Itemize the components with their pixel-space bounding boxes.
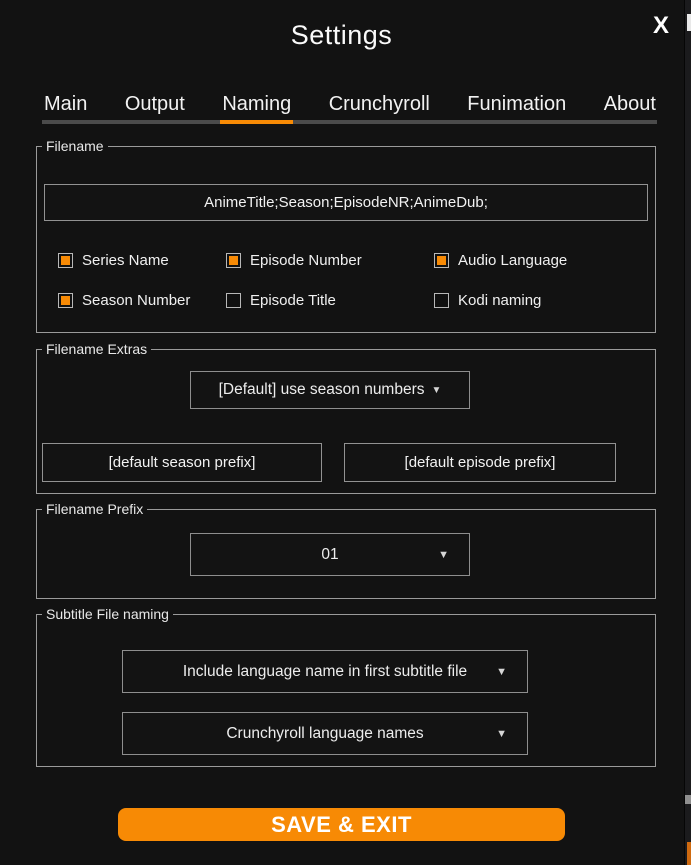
checkbox-kodi-naming[interactable]: Kodi naming [434, 291, 541, 309]
season-prefix-input[interactable] [42, 443, 322, 482]
filename-prefix-group-legend: Filename Prefix [46, 501, 144, 517]
chevron-down-icon: ▼ [438, 548, 449, 561]
season-numbering-dropdown[interactable] [190, 371, 470, 409]
tab-about[interactable]: About [603, 93, 656, 115]
filename-prefix-dropdown[interactable] [190, 533, 470, 576]
tab-crunchyroll[interactable]: Crunchyroll [328, 93, 430, 115]
checkbox-icon [58, 293, 73, 308]
save-exit-button[interactable]: SAVE & EXIT [118, 808, 565, 841]
filename-pattern-input[interactable] [44, 184, 648, 221]
checkbox-icon [226, 293, 241, 308]
background-window-button-fragment [687, 842, 691, 865]
language-names-source-dropdown-value: Crunchyroll language names [226, 724, 424, 742]
tab-main[interactable]: Main [44, 93, 88, 115]
tab-funimation[interactable]: Funimation [467, 93, 567, 115]
close-button[interactable]: X [644, 8, 678, 42]
tab-output[interactable]: Output [124, 93, 185, 115]
checkbox-series-name[interactable]: Series Name [58, 251, 169, 269]
tab-underline [42, 120, 657, 124]
checkbox-icon [58, 253, 73, 268]
chevron-down-icon: ▼ [496, 665, 507, 678]
season-numbering-dropdown-value: [Default] use season numbers [218, 381, 425, 398]
tab-bar [44, 88, 656, 116]
filename-group-legend: Filename [46, 138, 104, 154]
checkbox-icon [226, 253, 241, 268]
chevron-down-icon: ▼ [431, 384, 442, 396]
checkbox-episode-title[interactable]: Episode Title [226, 291, 336, 309]
checkbox-icon [434, 293, 449, 308]
checkbox-icon [434, 253, 449, 268]
background-window-fragment [685, 795, 691, 804]
background-window-strip [684, 0, 691, 865]
checkbox-season-number[interactable]: Season Number [58, 291, 190, 309]
background-window-text-fragment [687, 14, 691, 31]
subtitle-language-name-dropdown-value: Include language name in first subtitle file [182, 662, 468, 680]
language-names-source-dropdown[interactable] [122, 712, 528, 755]
subtitle-naming-group-legend: Subtitle File naming [46, 606, 169, 622]
checkbox-episode-number[interactable]: Episode Number [226, 251, 362, 269]
chevron-down-icon: ▼ [496, 727, 507, 740]
episode-prefix-input[interactable] [344, 443, 616, 482]
filename-extras-group-legend: Filename Extras [46, 341, 148, 357]
subtitle-language-name-dropdown[interactable] [122, 650, 528, 693]
filename-prefix-dropdown-value: 01 [321, 545, 339, 563]
page-title: Settings [290, 20, 393, 50]
tab-underline-active [220, 120, 293, 124]
tab-naming[interactable]: Naming [222, 93, 292, 115]
checkbox-audio-language[interactable]: Audio Language [434, 251, 567, 269]
